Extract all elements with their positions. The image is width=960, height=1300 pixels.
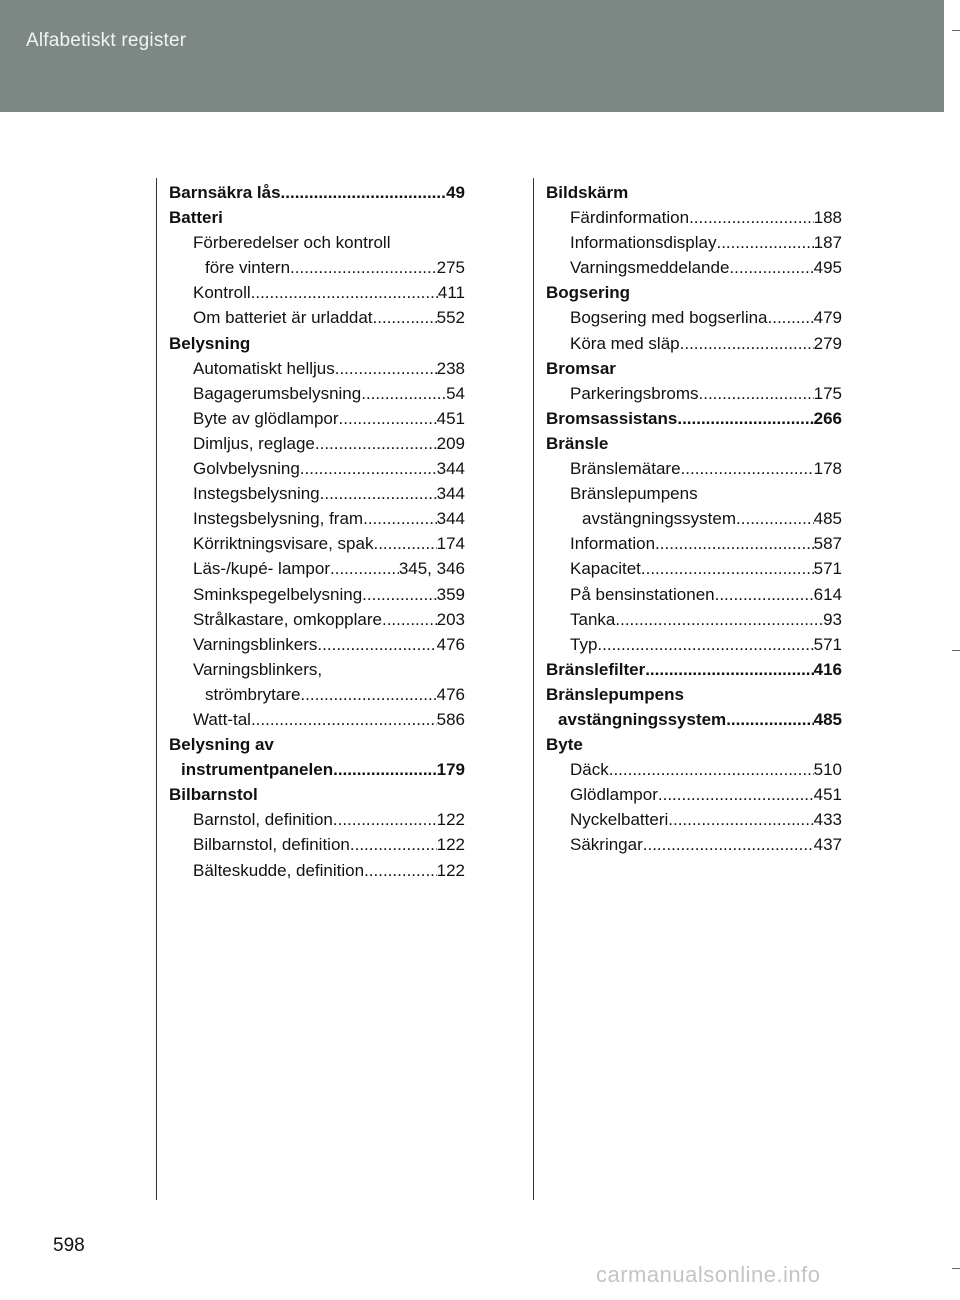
index-entry-page: 587 — [813, 534, 842, 554]
index-entry-label: Belysning — [169, 333, 251, 353]
dot-leader — [615, 607, 823, 632]
index-entry — [546, 255, 842, 280]
index-entry-page: 266 — [813, 408, 842, 428]
dot-leader — [362, 582, 436, 607]
index-entry-label: Varningsmeddelande — [570, 258, 730, 278]
index-entry-label: Information — [570, 534, 656, 554]
index-entry — [546, 556, 842, 581]
dot-leader — [658, 782, 814, 807]
index-entry-label: Varningsblinkers, — [193, 659, 323, 679]
index-entry — [169, 682, 465, 707]
dot-leader — [315, 431, 437, 456]
index-entry-label: Läs-/kupé- lampor — [193, 559, 331, 579]
index-entry — [546, 180, 842, 205]
index-entry-label: Bränslepumpens — [546, 684, 684, 704]
dot-leader — [251, 280, 438, 305]
index-entry — [169, 757, 465, 782]
index-entry — [546, 732, 842, 757]
index-entry — [546, 456, 842, 481]
index-entry-label: Informationsdisplay — [570, 233, 717, 253]
index-entry — [546, 280, 842, 305]
dot-leader — [729, 255, 813, 280]
index-entry-page: 174 — [436, 534, 465, 554]
dot-leader — [668, 807, 813, 832]
index-entry-label: Bagagerumsbelysning — [193, 383, 362, 403]
index-entry-label: före vintern — [205, 258, 291, 278]
dot-leader — [339, 406, 437, 431]
index-entry — [169, 180, 465, 205]
index-entry-page: 485 — [813, 709, 842, 729]
index-entry — [546, 431, 842, 456]
index-entry-page: 203 — [436, 609, 465, 629]
index-entry-label: Färdinformation — [570, 208, 690, 228]
dot-leader — [281, 180, 447, 205]
index-entry — [169, 707, 465, 732]
index-entry-page: 433 — [813, 810, 842, 830]
index-entry — [169, 832, 465, 857]
index-entry-label: Instegsbelysning — [193, 484, 320, 504]
index-entry — [169, 732, 465, 757]
index-entry-page: 188 — [813, 208, 842, 228]
dot-leader — [300, 682, 436, 707]
index-entry-label: Kontroll — [193, 283, 251, 303]
index-entry-page: 359 — [436, 584, 465, 604]
index-entry-page: 122 — [436, 835, 465, 855]
index-entry — [169, 506, 465, 531]
index-entry-label: Watt-tal — [193, 709, 251, 729]
index-entry — [169, 481, 465, 506]
index-entry-label: Bränsle — [546, 433, 609, 453]
index-entry — [546, 757, 842, 782]
index-entry-label: Barnstol, definition — [193, 810, 333, 830]
index-entry — [546, 807, 842, 832]
crop-mark — [952, 650, 960, 651]
index-entry — [169, 657, 465, 682]
index-entry-label: Batteri — [169, 208, 223, 228]
dot-leader — [251, 707, 437, 732]
index-entry — [546, 632, 842, 657]
index-entry-label: Bränslepumpens — [570, 484, 698, 504]
index-entry-page: 437 — [813, 835, 842, 855]
index-entry-page: 279 — [813, 333, 842, 353]
index-entry — [169, 230, 465, 255]
column-divider-left — [156, 178, 157, 1200]
index-entry-label: Körriktningsvisare, spak — [193, 534, 374, 554]
index-entry — [169, 782, 465, 807]
column-divider-right — [533, 178, 534, 1200]
index-entry-page: 187 — [813, 233, 842, 253]
index-entry — [169, 305, 465, 330]
index-entry-page: 571 — [813, 559, 842, 579]
index-entry-page: 476 — [436, 684, 465, 704]
dot-leader — [382, 607, 437, 632]
dot-leader — [364, 858, 437, 883]
index-entry-label: Köra med släp — [570, 333, 680, 353]
dot-leader — [768, 305, 814, 330]
index-entry-label: Bromsar — [546, 358, 616, 378]
index-entry-page: 93 — [823, 609, 842, 629]
dot-leader — [361, 381, 446, 406]
index-entry-label: Säkringar — [570, 835, 643, 855]
watermark-text: carmanualsonline.info — [596, 1262, 821, 1287]
index-entry-page: 510 — [813, 760, 842, 780]
dot-leader — [736, 506, 814, 531]
dot-leader — [373, 305, 437, 330]
dot-leader — [335, 356, 437, 381]
index-entry — [169, 807, 465, 832]
index-entry-page: 175 — [813, 383, 842, 403]
crop-mark — [952, 30, 960, 31]
index-entry — [546, 230, 842, 255]
dot-leader — [645, 657, 813, 682]
dot-leader — [320, 481, 437, 506]
dot-leader — [699, 381, 814, 406]
index-entry-label: Instegsbelysning, fram — [193, 509, 364, 529]
page-number: 598 — [53, 1235, 85, 1256]
index-entry-page: 476 — [436, 634, 465, 654]
index-entry-page: 552 — [436, 308, 465, 328]
dot-leader — [716, 230, 813, 255]
index-entry — [546, 707, 842, 732]
index-entry-page: 479 — [813, 308, 842, 328]
dot-leader — [290, 255, 437, 280]
dot-leader — [726, 707, 813, 732]
index-entry-label: Nyckelbatteri — [570, 810, 669, 830]
index-entry — [546, 782, 842, 807]
index-entry-label: Parkeringsbroms — [570, 383, 699, 403]
dot-leader — [330, 556, 399, 581]
index-entry-label: Glödlampor — [570, 785, 658, 805]
index-entry-page: 344 — [436, 484, 465, 504]
index-entry — [169, 607, 465, 632]
index-entry-label: Bilbarnstol — [169, 785, 258, 805]
index-entry — [546, 381, 842, 406]
index-entry — [169, 381, 465, 406]
section-title: Alfabetiskt register — [26, 30, 187, 51]
index-entry-label: Byte — [546, 735, 583, 755]
index-entry — [546, 506, 842, 531]
index-entry — [546, 356, 842, 381]
index-entry — [169, 431, 465, 456]
index-entry-page: 122 — [436, 860, 465, 880]
index-entry — [546, 607, 842, 632]
index-entry-label: Belysning av — [169, 735, 274, 755]
dot-leader — [373, 531, 436, 556]
index-entry-page: 571 — [813, 634, 842, 654]
index-entry-page: 344 — [436, 459, 465, 479]
index-entry-label: Däck — [570, 760, 609, 780]
index-entry-page: 209 — [436, 433, 465, 453]
index-entry-label: Typ — [570, 634, 598, 654]
index-entry — [169, 205, 465, 230]
index-entry-page: 614 — [813, 584, 842, 604]
index-entry-label: Byte av glödlampor — [193, 408, 339, 428]
index-entry-label: Varningsblinkers — [193, 634, 318, 654]
index-entry — [169, 858, 465, 883]
index-entry — [546, 832, 842, 857]
index-entry-label: Golvbelysning — [193, 459, 300, 479]
index-entry — [546, 682, 842, 707]
index-entry-label: strömbrytare — [205, 684, 301, 704]
index-entry-page: 586 — [436, 709, 465, 729]
index-entry-label: Bränslefilter — [546, 659, 646, 679]
index-entry — [546, 305, 842, 330]
dot-leader — [300, 456, 437, 481]
index-entry-page: 451 — [436, 408, 465, 428]
index-entry-label: Sminkspegelbelysning — [193, 584, 363, 604]
index-entry-label: Bilbarnstol, definition — [193, 835, 350, 855]
dot-leader — [681, 456, 814, 481]
index-entry-label: Om batteriet är urladdat — [193, 308, 373, 328]
index-entry-label: På bensinstationen — [570, 584, 715, 604]
index-entry-label: Tanka — [570, 609, 616, 629]
index-entry — [169, 280, 465, 305]
dot-leader — [715, 582, 814, 607]
index-entry-label: Strålkastare, omkopplare — [193, 609, 382, 629]
dot-leader — [680, 331, 814, 356]
index-entry-label: Bogsering med bogserlina — [570, 308, 768, 328]
dot-leader — [609, 757, 814, 782]
index-entry-page: 344 — [436, 509, 465, 529]
dot-leader — [677, 406, 813, 431]
section-header-bar — [0, 0, 944, 112]
dot-leader — [689, 205, 814, 230]
index-entry-page: 345, 346 — [398, 559, 465, 579]
index-entry-page: 238 — [436, 358, 465, 378]
index-entry — [169, 556, 465, 581]
index-entry — [546, 331, 842, 356]
index-column-right — [546, 180, 842, 858]
index-entry-label: Barnsäkra lås — [169, 183, 281, 202]
index-entry — [169, 632, 465, 657]
index-entry — [546, 582, 842, 607]
index-entry — [169, 531, 465, 556]
dot-leader — [333, 807, 437, 832]
index-entry-page: 275 — [436, 258, 465, 278]
dot-leader — [317, 632, 436, 657]
index-entry-page: 495 — [813, 258, 842, 278]
index-entry-label: instrumentpanelen — [181, 760, 334, 780]
dot-leader — [363, 506, 437, 531]
index-entry — [546, 657, 842, 682]
index-entry-page: 416 — [813, 659, 842, 679]
index-entry-page: 49 — [446, 183, 465, 202]
dot-leader — [643, 832, 814, 857]
index-entry-page: 122 — [436, 810, 465, 830]
index-entry — [169, 255, 465, 280]
index-entry-label: Dimljus, reglage — [193, 433, 315, 453]
index-entry-label: Bildskärm — [546, 183, 629, 202]
index-entry — [169, 406, 465, 431]
index-entry-label: Bogsering — [546, 283, 631, 303]
dot-leader — [597, 632, 813, 657]
index-entry-label: Automatiskt helljus — [193, 358, 335, 378]
index-entry-label: avstängningssystem — [582, 509, 737, 529]
index-entry — [546, 406, 842, 431]
index-entry-page: 411 — [437, 283, 465, 303]
index-entry-label: avstängningssystem — [558, 709, 727, 729]
index-entry — [546, 205, 842, 230]
dot-leader — [641, 556, 814, 581]
index-entry — [169, 456, 465, 481]
index-entry — [546, 481, 842, 506]
index-entry-label: Förberedelser och kontroll — [193, 233, 391, 253]
index-entry — [546, 531, 842, 556]
index-entry — [169, 331, 465, 356]
index-column-left — [169, 180, 465, 883]
index-entry — [169, 356, 465, 381]
index-entry-page: 451 — [813, 785, 842, 805]
crop-mark — [952, 1268, 960, 1269]
index-entry — [169, 582, 465, 607]
dot-leader — [333, 757, 437, 782]
index-entry-page: 179 — [436, 760, 465, 780]
index-entry-label: Bromsassistans — [546, 408, 678, 428]
index-entry-label: Bälteskudde, definition — [193, 860, 365, 880]
index-entry-page: 485 — [813, 509, 842, 529]
index-entry-label: Bränslemätare — [570, 459, 681, 479]
index-entry-page: 54 — [446, 383, 465, 403]
index-entry-label: Kapacitet — [570, 559, 641, 579]
dot-leader — [350, 832, 437, 857]
index-entry-page: 178 — [813, 459, 842, 479]
dot-leader — [655, 531, 814, 556]
